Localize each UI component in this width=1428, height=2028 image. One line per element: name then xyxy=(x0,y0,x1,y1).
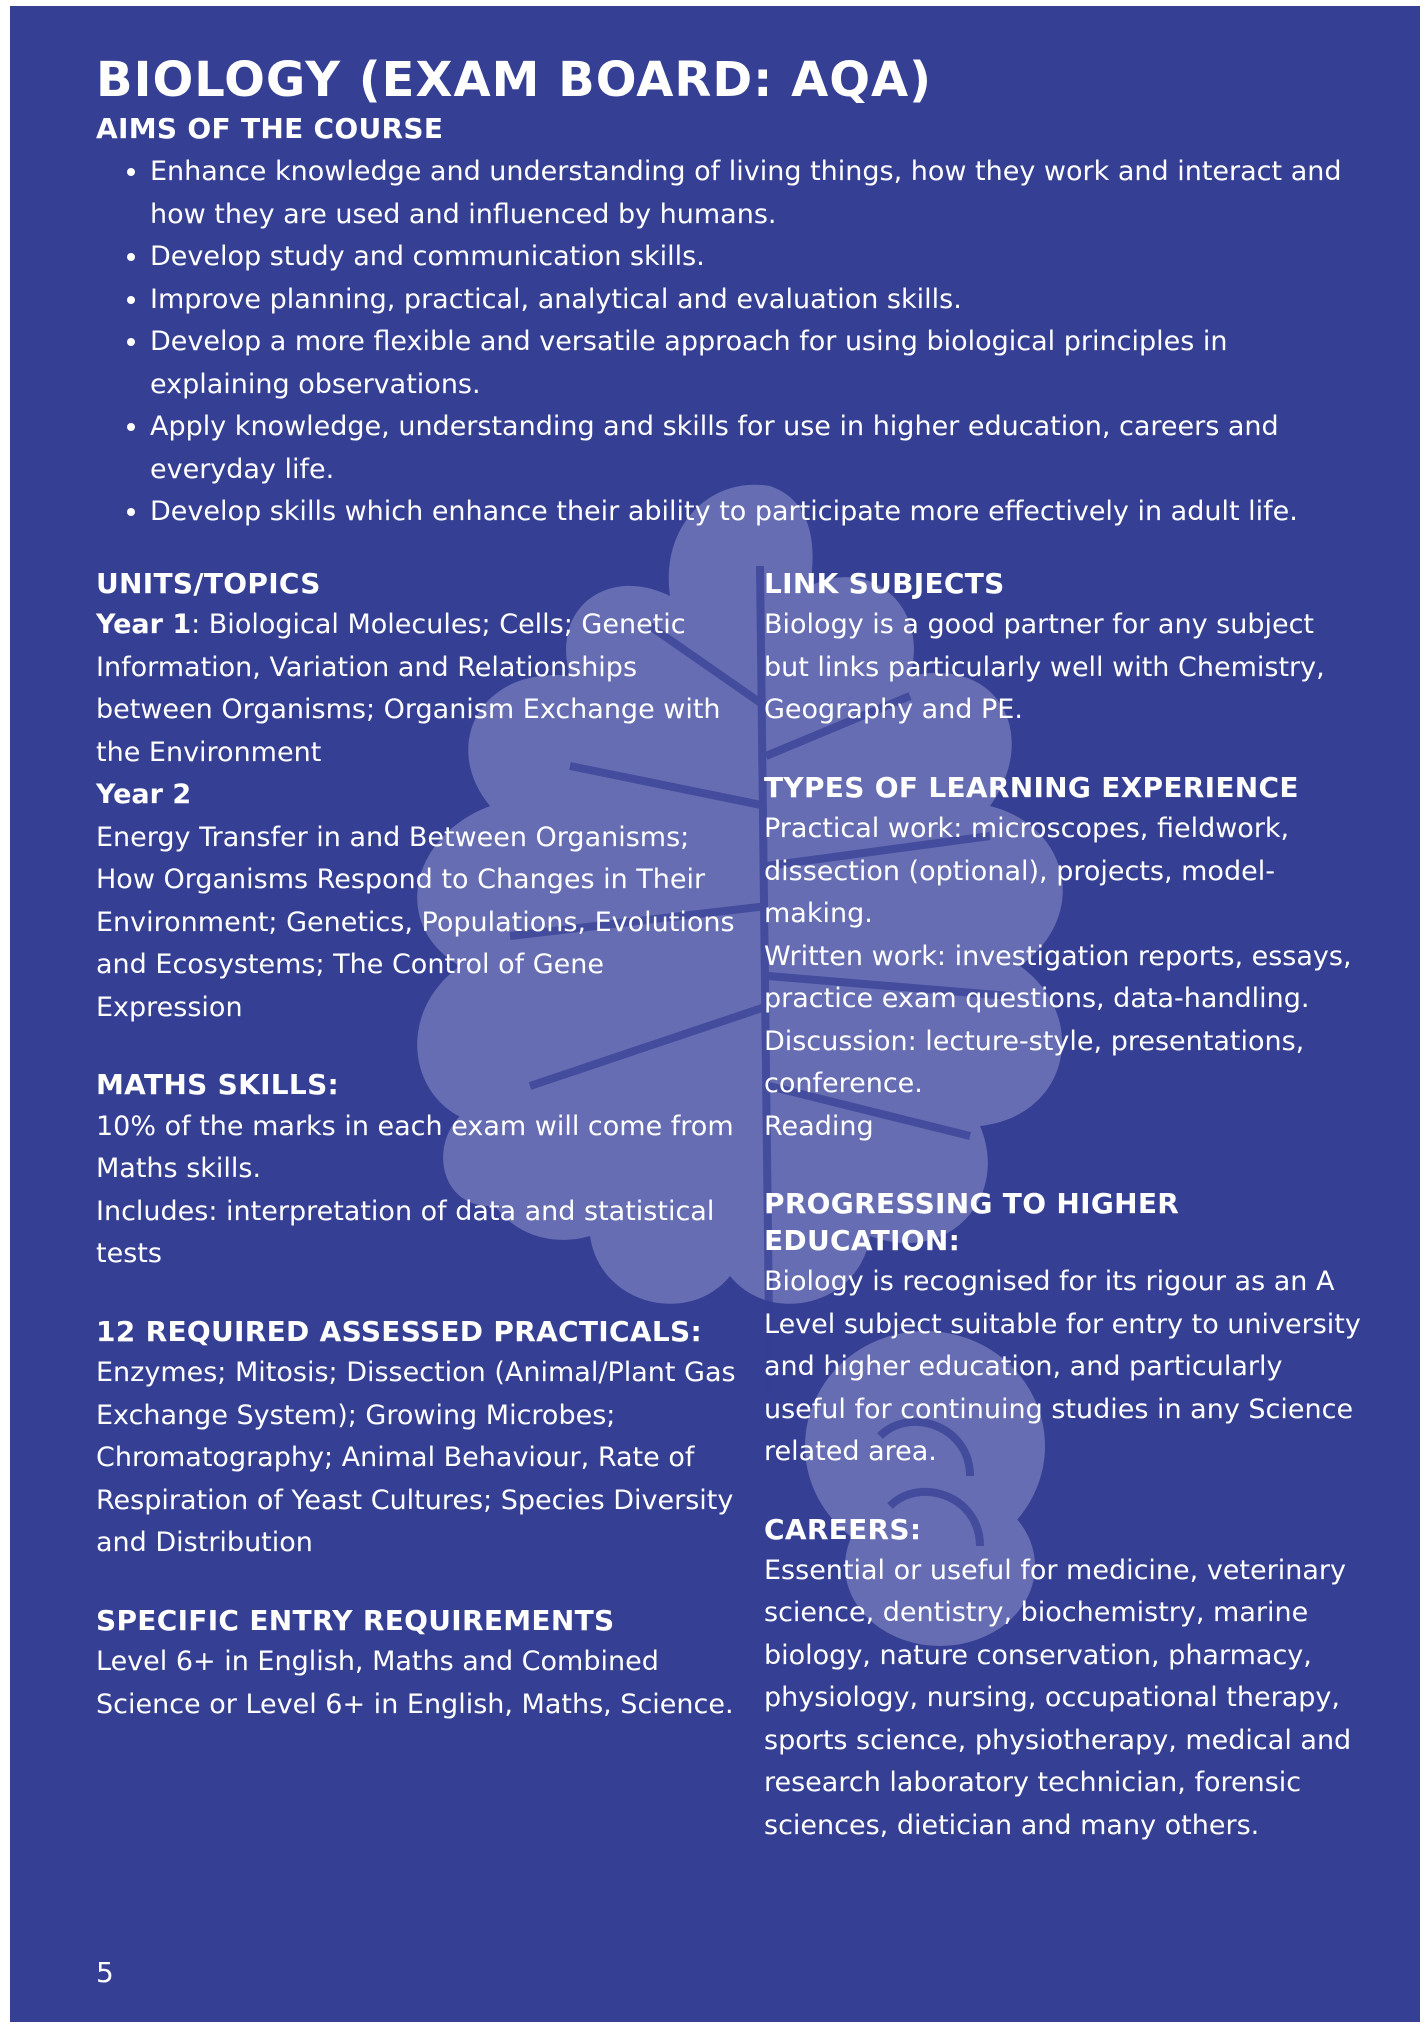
maths-heading: MATHS SKILLS: xyxy=(96,1068,340,1102)
link-heading: LINK SUBJECTS xyxy=(764,567,1005,600)
learning-line2: Written work: investigation reports, essays, practice exam questions, data-handling. xyxy=(764,940,1352,1015)
aims-item: • Improve planning, practical, analytical and evaluation skills. xyxy=(150,279,1366,322)
practicals-heading: 12 REQUIRED ASSESSED PRACTICALS: xyxy=(96,1314,702,1348)
year2-text: Energy Transfer in and Between Organisms; How Organisms Respond to Changes in Their Environment; Genetics, Populations, Evolutions and Ecosystems; The Control of Gene Expression xyxy=(96,821,735,1023)
aims-item: • Develop skills which enhance their ability to participate more effectively in adult life. xyxy=(150,491,1366,534)
aims-item: • Develop a more flexible and versatile approach for using biological principles in explaining observations. xyxy=(150,321,1366,406)
page-number: 5 xyxy=(96,1956,114,1989)
learning-line1: Practical work: microscopes, fieldwork, dissection (optional), projects, model-making. xyxy=(764,813,1290,930)
left-column xyxy=(96,566,736,1764)
learning-section xyxy=(764,770,1364,1148)
maths-line2: Includes: interpretation of data and statistical tests xyxy=(96,1195,715,1270)
year2-label: Year 2 xyxy=(96,779,192,811)
entry-section xyxy=(96,1603,736,1726)
units-year2-label-line xyxy=(96,774,736,817)
careers-heading: CAREERS: xyxy=(764,1512,922,1546)
units-section xyxy=(96,566,736,1029)
higher-section xyxy=(764,1186,1364,1473)
learning-line4: Reading xyxy=(764,1110,874,1142)
year1-text: : Biological Molecules; Cells; Genetic Information, Variation and Relationships between Organisms; Organism Exchange with the Environment xyxy=(96,609,721,768)
units-heading: UNITS/TOPICS xyxy=(96,567,321,600)
aims-item: • Apply knowledge, understanding and skills for use in higher education, careers and everyday life. xyxy=(150,406,1366,491)
practicals-text: Enzymes; Mitosis; Dissection (Animal/Plant Gas Exchange System); Growing Microbes; Chromatography; Animal Behaviour, Rate of Respiration of Yeast Cultures; Species Diversity and Distribution xyxy=(96,1357,736,1559)
careers-section xyxy=(764,1512,1364,1848)
entry-text: Level 6+ in English, Maths and Combined Science or Level 6+ in English, Maths, Science. xyxy=(96,1646,734,1720)
aims-heading: AIMS OF THE COURSE xyxy=(96,111,444,145)
page xyxy=(10,6,1420,2022)
content xyxy=(96,52,1366,1841)
higher-heading: PROGRESSING TO HIGHER EDUCATION: xyxy=(764,1187,1180,1257)
learning-line3: Discussion: lecture-style, presentations, conference. xyxy=(764,1025,1305,1100)
learning-heading: TYPES OF LEARNING EXPERIENCE xyxy=(764,770,1299,804)
careers-text: Essential or useful for medicine, veterinary science, dentistry, biochemistry, marine biology, nature conservation, pharmacy, physiology, nursing, occupational therapy, sports science, physiotherapy, medical and research laboratory technician, forensic sciences, dietician and many others. xyxy=(764,1554,1352,1841)
link-section xyxy=(764,566,1364,732)
higher-text: Biology is recognised for its rigour as an A Level subject suitable for entry to university and higher education, and particularly useful for continuing studies in any Science related area. xyxy=(764,1266,1361,1468)
page-title: BIOLOGY (EXAM BOARD: AQA) xyxy=(96,52,933,108)
aims-item: • Enhance knowledge and understanding of living things, how they work and interact and how they are used and influenced by humans. xyxy=(150,151,1366,236)
maths-line1: 10% of the marks in each exam will come from Maths skills. xyxy=(96,1110,734,1185)
practicals-section xyxy=(96,1314,736,1565)
right-column xyxy=(764,566,1364,1885)
link-text: Biology is a good partner for any subject but links particularly well with Chemistry, Geography and PE. xyxy=(764,609,1325,726)
entry-heading: SPECIFIC ENTRY REQUIREMENTS xyxy=(96,1603,615,1637)
units-year1 xyxy=(96,604,736,774)
aims-item: • Develop study and communication skills. xyxy=(150,236,1366,279)
maths-section xyxy=(96,1067,736,1275)
aims-list xyxy=(96,151,1366,534)
year1-label: Year 1 xyxy=(96,609,192,641)
